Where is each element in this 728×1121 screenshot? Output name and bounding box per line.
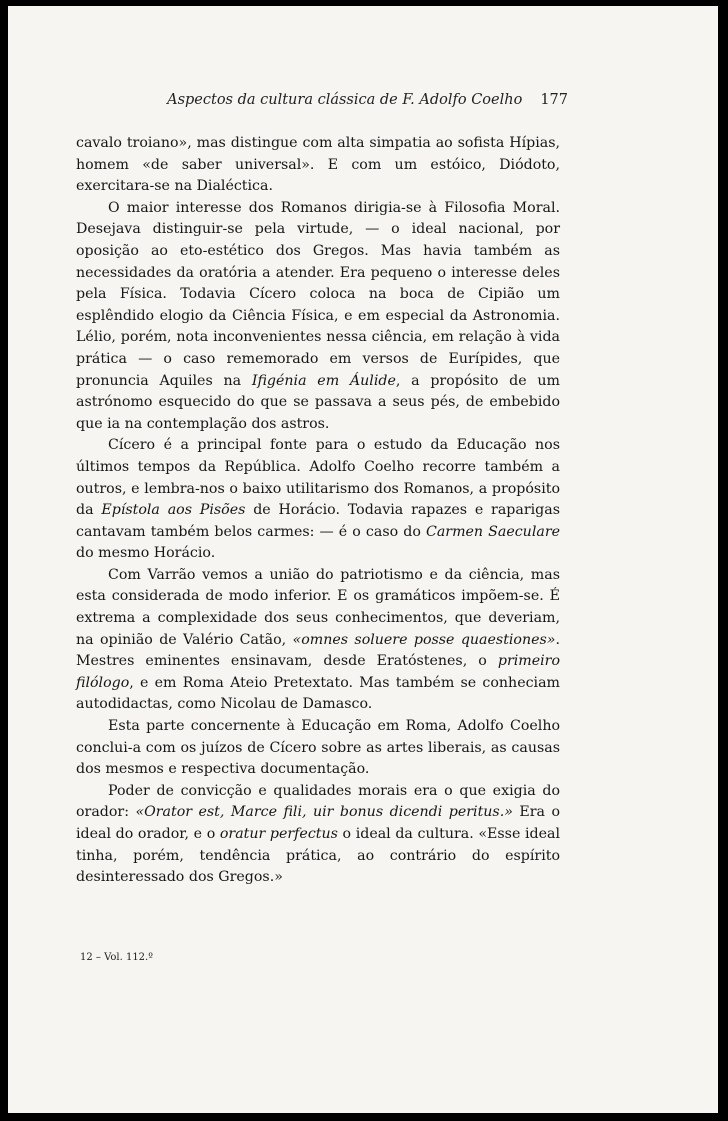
text-run: O maior interesse dos Romanos dirigia-se à Filosofia Moral. Desejava distinguir-se pela virtude, — o ideal nacional, por oposição ao eto-estético dos Gregos. Mas havia também as necessidades da oratória a atender. Era pequeno o interesse deles pela Física. Todavia Cícero coloca na boca de Cipião um esplêndido elogio da Ciência Física, e em especial da Astronomia. Lélio, porém, nota inconvenientes nessa ciência, em relação à vida prática — o caso rememorado em versos de Eurípides, que pronuncia Aquiles na	[76, 199, 560, 389]
text-run: , e em Roma Ateio Pretextato. Mas também se conheciam autodidactas, como Nicolau de Damasco.	[76, 674, 560, 713]
text-run: . Mestres eminentes ensinavam, desde Eratóstenes, o	[76, 631, 560, 670]
text-run: Poder de convicção e qualidades morais era o que exigia do orador:	[76, 782, 560, 821]
italic-phrase: Ifigénia em Áulide	[251, 372, 396, 389]
italic-phrase: Carmen Saeculare	[425, 523, 560, 540]
text-run: de Horácio. Todavia rapazes e raparigas cantavam também belos carmes: — é o caso do	[76, 502, 560, 540]
text-run: cavalo troiano», mas distingue com alta simpatia ao sofista Hípias, homem «de saber universal». E com um estóico, Diódoto, exercitara-se na Dialéctica.	[76, 135, 560, 195]
text-run: Cícero é a principal fonte para o estudo da Educação nos últimos tempos da República. Adolfo Coelho recorre também a outros, e lembra-nos o baixo utilitarismo dos Romanos, a propósito da	[76, 437, 560, 519]
book-page	[8, 6, 718, 1113]
text-run: do mesmo Horácio.	[76, 545, 216, 562]
paragraph	[76, 198, 560, 436]
text-run: Com Varrão vemos a união do patriotismo e da ciência, mas esta considerada de modo inferior. E os gramáticos impõem-se. É extrema a complexidade dos seus conhecimentos, que deveriam, na opinião de Valério Catão,	[76, 566, 560, 648]
text-run: , a propósito de um astrónomo esquecido do que se passava a seus pés, de embebido que ia na contemplação dos astros.	[76, 372, 561, 432]
running-header	[8, 92, 568, 108]
text-run: o ideal da cultura. «Esse ideal tinha, porém, tendência prática, ao contrário do espírito desinteressado dos Gregos.»	[76, 826, 560, 886]
paragraph	[76, 435, 560, 565]
paragraph	[76, 565, 560, 716]
italic-phrase: «omnes soluere posse quaestiones»	[292, 631, 556, 648]
signature-mark: 12 – Vol. 112.º	[80, 952, 153, 963]
paragraph	[76, 781, 560, 889]
text-run: Era o ideal do orador, e o	[76, 804, 560, 842]
running-title: Aspectos da cultura clássica de F. Adolfo Coelho	[167, 92, 523, 108]
paragraph	[76, 716, 560, 781]
body-text	[76, 133, 560, 889]
italic-phrase: Epístola aos Pisões	[101, 502, 246, 519]
text-run: Esta parte concernente à Educação em Roma, Adolfo Coelho conclui-a com os juízos de Cícero sobre as artes liberais, as causas dos mesmos e respectiva documentação.	[76, 718, 560, 778]
italic-phrase: primeiro filólogo	[76, 653, 560, 691]
italic-phrase: «Orator est, Marce fili, uir bonus dicendi peritus.»	[135, 804, 513, 821]
italic-phrase: oratur perfectus	[219, 826, 338, 842]
page-number: 177	[540, 92, 568, 108]
paragraph	[76, 133, 560, 198]
